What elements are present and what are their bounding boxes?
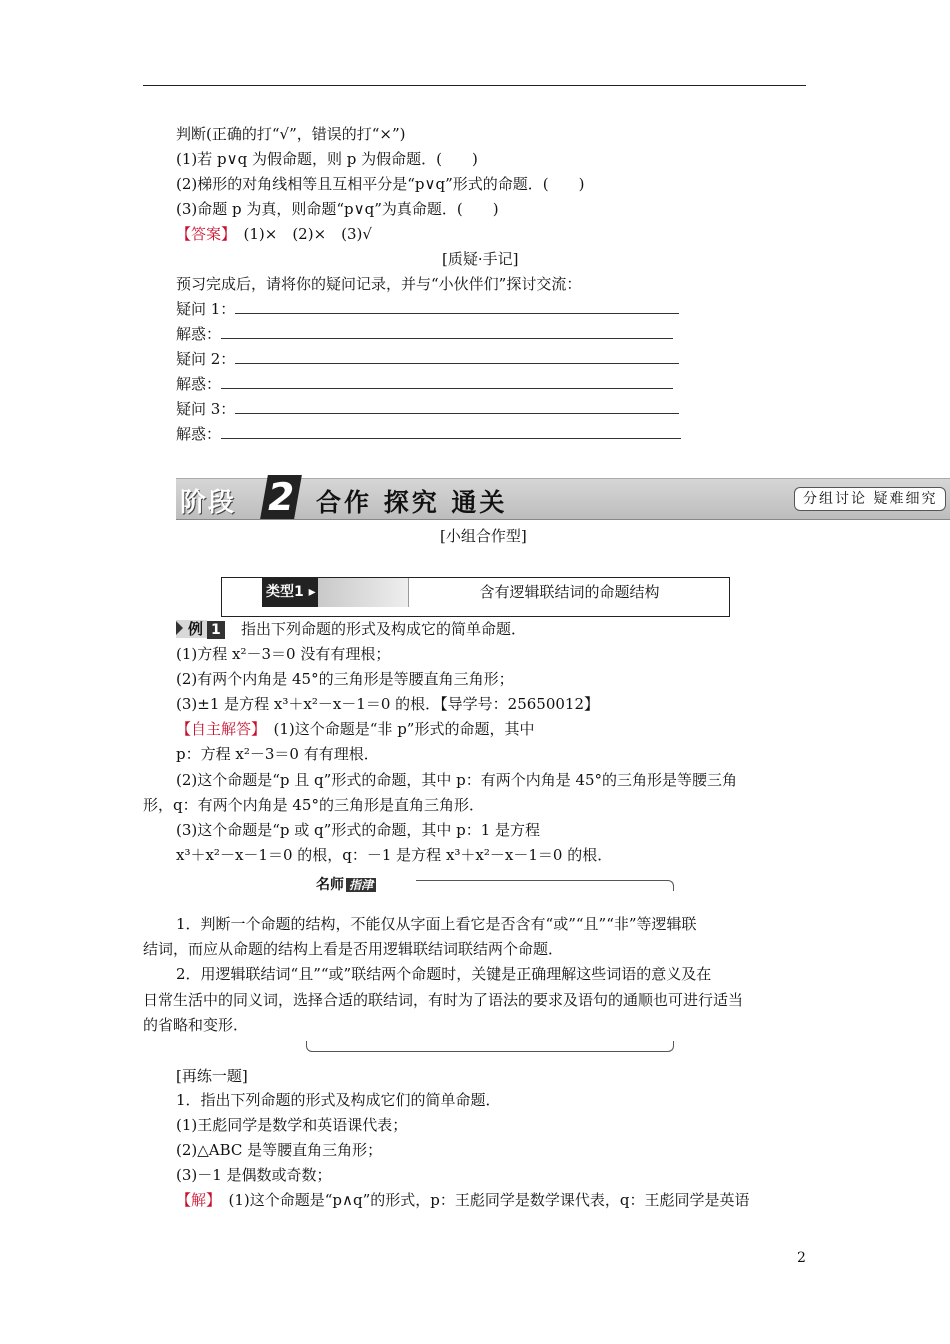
example-item-1: (1)方程 x²－3＝0 没有有理根； <box>176 645 391 663</box>
note-question-1 <box>176 299 679 319</box>
judge-q2: (2)梯形的对角线相等且互相平分是“p∨q”形式的命题．( ) <box>176 175 585 193</box>
practice-item-1: (1)王彪同学是数学和英语课代表； <box>176 1116 408 1134</box>
note-q3-label: 疑问 3： <box>176 400 236 418</box>
note-a1-field[interactable] <box>221 324 673 339</box>
example-item-2: (2)有两个内角是 45°的三角形是等腰直角三角形； <box>176 670 514 688</box>
practice-prompt: 1．指出下列命题的形式及构成它们的简单命题． <box>176 1091 501 1109</box>
note-a2-field[interactable] <box>221 374 673 389</box>
tip-1b: 结词，而应从命题的结构上看是否用逻辑联结词联结两个命题． <box>143 940 564 958</box>
solution-line-3a: (3)这个命题是“p 或 q”形式的命题，其中 p：1 是方程 <box>176 821 541 839</box>
judge-heading: 判断(正确的打“√”，错误的打“×”) <box>176 125 406 143</box>
note-q2-label: 疑问 2： <box>176 350 236 368</box>
practice-solution-text: (1)这个命题是“p∧q”的形式，p：王彪同学是数学课代表，q：王彪同学是英语 <box>213 1191 750 1209</box>
practice-title: [再练一题] <box>176 1067 248 1085</box>
note-a2-label: 解惑： <box>176 375 222 393</box>
practice-item-2: (2)△ABC 是等腰直角三角形； <box>176 1141 383 1159</box>
solution-tag: 【自主解答】 <box>176 720 259 738</box>
stage-banner <box>176 475 950 520</box>
solution-line-1b: p：方程 x²－3＝0 有有理根． <box>176 745 379 763</box>
example-label <box>176 619 225 637</box>
note-a3-field[interactable] <box>221 424 681 439</box>
answer-tag: 【答案】 <box>176 225 229 243</box>
note-answer-3 <box>176 424 681 444</box>
note-question-3 <box>176 399 679 419</box>
note-q3-field[interactable] <box>235 399 679 414</box>
tips-label-text: 名师 <box>316 877 344 893</box>
judge-answer <box>176 224 372 244</box>
stage-label: 阶段 <box>180 488 237 518</box>
note-q1-field[interactable] <box>235 299 679 314</box>
type-label-text: 类型1 <box>266 584 304 600</box>
note-question-2 <box>176 349 679 369</box>
solution-line-2a: (2)这个命题是“p 且 q”形式的命题，其中 p：有两个内角是 45°的三角形是等腰三角 <box>176 771 738 789</box>
stage-number: 2 <box>260 475 302 519</box>
tips-label <box>316 874 376 894</box>
stage-title: 合作 探究 通关 <box>316 488 508 517</box>
tips-label-badge: 指津 <box>346 878 376 892</box>
notes-title: [质疑·手记] <box>442 250 519 268</box>
header-rule <box>143 85 806 86</box>
answer-text: (1)× (2)× (3)√ <box>228 225 372 243</box>
type-label: 类型1 ▸ <box>262 578 318 607</box>
type-title: 含有逻辑联结词的命题结构 <box>408 578 730 607</box>
note-answer-2 <box>176 374 673 394</box>
notes-intro: 预习完成后，请将你的疑问记录，并与“小伙伴们”探讨交流： <box>176 275 582 293</box>
solution-text-1a: (1)这个命题是“非 p”形式的命题，其中 <box>258 720 535 738</box>
example-word: 例 <box>176 620 207 638</box>
judge-q3: (3)命题 p 为真，则命题“p∨q”为真命题．( ) <box>176 200 499 218</box>
tip-2b: 日常生活中的同义词，选择合适的联结词，有时为了语法的要求及语句的通顺也可进行适当 <box>143 991 744 1009</box>
tip-2c: 的省略和变形． <box>143 1016 249 1034</box>
practice-item-3: (3)－1 是偶数或奇数； <box>176 1166 332 1184</box>
note-a3-label: 解惑： <box>176 425 222 443</box>
tips-bottom-border <box>306 1041 674 1052</box>
note-q1-label: 疑问 1： <box>176 300 236 318</box>
judge-q1: (1)若 p∨q 为假命题，则 p 为假命题．( ) <box>176 150 478 168</box>
type-gradient <box>318 578 408 607</box>
tip-1a: 1．判断一个命题的结构，不能仅从字面上看它是否含有“或”“且”“非”等逻辑联 <box>176 915 697 933</box>
page-number: 2 <box>797 1250 806 1266</box>
practice-solution-tag: 【解】 <box>176 1191 214 1209</box>
stage-tag: 分组讨论 疑难细究 <box>794 487 946 511</box>
example-prompt: 指出下列命题的形式及构成它的简单命题． <box>241 620 527 638</box>
solution-line-3b: x³＋x²－x－1＝0 的根，q：－1 是方程 x³＋x²－x－1＝0 的根． <box>176 846 613 864</box>
solution-line-1a <box>176 719 534 739</box>
solution-line-2b: 形，q：有两个内角是 45°的三角形是直角三角形． <box>143 796 484 814</box>
practice-solution <box>176 1190 750 1210</box>
note-answer-1 <box>176 324 673 344</box>
example-number: 1 <box>207 621 225 639</box>
tips-top-border <box>416 880 674 891</box>
note-a1-label: 解惑： <box>176 325 222 343</box>
example-arrow-icon <box>176 621 183 635</box>
type-box <box>221 577 730 617</box>
tip-2a: 2．用逻辑联结词“且”“或”联结两个命题时，关键是正确理解这些词语的意义及在 <box>176 965 712 983</box>
example-item-3: (3)±1 是方程 x³＋x²－x－1＝0 的根．【导学号：25650012】 <box>176 695 600 713</box>
group-type: [小组合作型] <box>440 527 527 545</box>
note-q2-field[interactable] <box>235 349 679 364</box>
